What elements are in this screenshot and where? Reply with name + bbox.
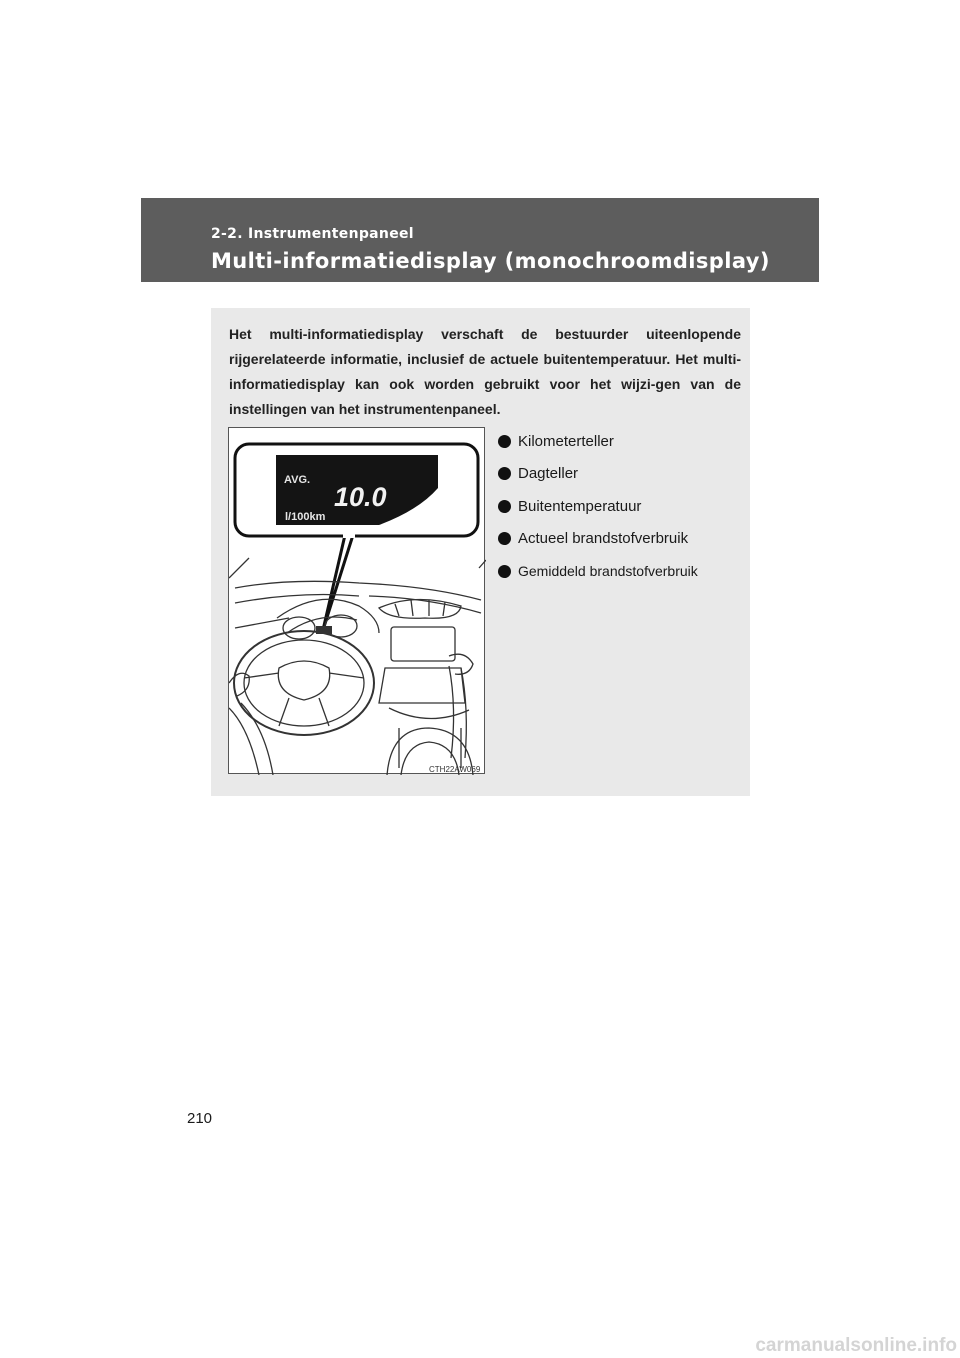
feature-list bbox=[498, 425, 698, 588]
bullet-icon bbox=[498, 500, 511, 513]
display-unit: l/100km bbox=[285, 511, 326, 523]
watermark-logo bbox=[681, 1330, 960, 1358]
feature-label: Actueel brandstofverbruik bbox=[518, 530, 689, 548]
feature-item bbox=[498, 523, 698, 556]
bullet-icon bbox=[498, 467, 511, 480]
callout-joint bbox=[343, 532, 355, 538]
bullet-icon bbox=[498, 532, 511, 545]
dashboard-illustration bbox=[228, 427, 485, 774]
figure-code: CTH22AW069 bbox=[429, 765, 481, 774]
feature-item bbox=[498, 555, 698, 588]
bullet-icon bbox=[498, 565, 511, 578]
info-box bbox=[211, 308, 750, 796]
section-label: 2-2. Instrumentenpaneel bbox=[211, 226, 414, 242]
watermark-text: carmanualsonline.info bbox=[755, 1335, 957, 1356]
dashboard-drawing bbox=[229, 428, 486, 775]
feature-label: Gemiddeld brandstofverbruik bbox=[518, 563, 698, 580]
feature-item bbox=[498, 425, 698, 458]
feature-label: Dagteller bbox=[518, 465, 579, 483]
bullet-icon bbox=[498, 435, 511, 448]
feature-item bbox=[498, 458, 698, 491]
display-mode-label: AVG. bbox=[284, 474, 311, 486]
feature-label: Buitentemperatuur bbox=[518, 497, 642, 515]
dashboard-lines bbox=[229, 558, 486, 775]
page-title: Multi-informatiedisplay (monochroomdisplay) bbox=[211, 249, 770, 273]
feature-label: Kilometerteller bbox=[518, 432, 614, 450]
feature-item bbox=[498, 490, 698, 523]
cluster-display-marker bbox=[316, 626, 332, 634]
section-header bbox=[141, 198, 819, 282]
intro-paragraph: Het multi-informatiedisplay verschaft de bestuurder uiteenlopende rijgerelateerde informatie, inclusief de actuele buitentemperatuur. Het multi-informatiedisplay kan ook worden gebruikt voor het wijzi-gen van de instellingen van het instrumentenpaneel. bbox=[229, 326, 741, 417]
page-number: 210 bbox=[187, 1110, 213, 1127]
display-value: 10.0 bbox=[334, 482, 387, 512]
